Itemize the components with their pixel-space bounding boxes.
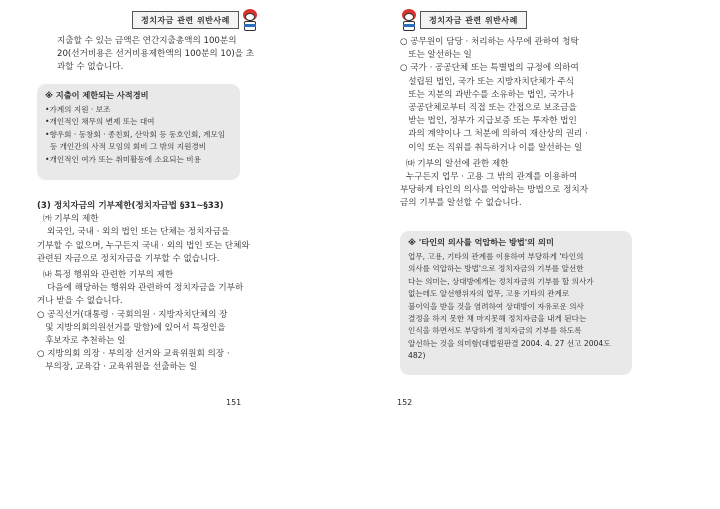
- note-line: 인식을 하면서도 부당하게 정치자금의 기부를 하도록: [408, 326, 582, 336]
- text-line: 20(선거비용은 선거비용제한액의 100분의 10)을 초: [57, 49, 255, 60]
- text-line: 과할 수 없습니다.: [57, 62, 124, 73]
- list-item: 설립된 법인, 국가 또는 지방자치단체가 주식: [400, 76, 575, 87]
- list-item: 받는 법인, 정부가 지급보증 또는 투자한 법인: [400, 116, 577, 127]
- text-line: 다음에 해당하는 행위와 관련하여 정치자금을 기부하: [47, 283, 244, 294]
- text-line: 지출할 수 있는 금액은 연간지출총액의 100분의: [57, 36, 237, 46]
- section-body: [37, 200, 250, 375]
- list-item: 및 지방의회의원선거를 말함)에 있어서 특정인을: [37, 322, 226, 333]
- text-line: 관련된 자금으로 정치자금을 기부할 수 없습니다.: [37, 253, 220, 264]
- list-item: 이익 또는 직위를 취득하거나 이를 알선하는 일: [400, 142, 583, 153]
- list-item: 공공단체로부터 직접 또는 간접으로 보조금을: [400, 103, 577, 114]
- list-item: ○ 공직선거(대통령 · 국회의원 · 지방자치단체의 장: [37, 309, 228, 320]
- list-item: ○ 국가 · 공공단체 또는 특별법의 규정에 의하여: [400, 63, 579, 74]
- section-heading: (3) 정치자금의 기부제한(정치자금법 §31~§33): [37, 201, 224, 211]
- text-line: 부당하게 타인의 의사를 억압하는 방법으로 정치자: [400, 185, 588, 196]
- mascot-icon: [398, 8, 420, 32]
- header-title: 정치자금 관련 위반사례: [420, 11, 527, 29]
- note-line: •개인적인 여가 또는 취미활동에 소요되는 비용: [45, 154, 201, 164]
- page-number: 152: [397, 398, 413, 407]
- right-page: [360, 0, 720, 509]
- page-header: [132, 8, 261, 32]
- subsection-title: ㈏ 특정 행위와 관련한 기부의 제한: [43, 270, 174, 281]
- text-line: 거나 받을 수 없습니다.: [37, 296, 123, 307]
- note-line: 결정을 하지 못한 채 마지못해 정치자금을 내게 된다는: [408, 314, 587, 324]
- list-item: 또는 지분의 과반수를 소유하는 법인, 국가나: [400, 89, 575, 100]
- subsection-title: ㈎ 기부의 제한: [43, 214, 99, 225]
- subsection-title: ㈐ 기부의 알선에 관한 제한: [406, 158, 509, 169]
- note-line: 업무, 고용, 기타의 관계를 이용하여 부당하게 '타인의: [408, 252, 584, 261]
- note-box: [37, 84, 240, 180]
- note-line: 등 개인간의 사적 모임의 회비 그 밖의 지원경비: [45, 142, 207, 152]
- note-box: [400, 231, 632, 375]
- intro-paragraph: [57, 35, 254, 75]
- list-item: 부의장, 교육감 · 교육위원을 선출하는 일: [37, 362, 198, 373]
- note-line: •가계의 지원 · 보조: [45, 105, 111, 114]
- text-line: 기부할 수 없으며, 누구든지 국내 · 외의 법인 또는 단체와: [37, 240, 250, 251]
- list-item: ○ 지방의회 의장 · 부의장 선거와 교육위원회 의장 ·: [37, 349, 230, 360]
- note-line: 의사를 억압하는 방법'으로 정치자금의 기부를 알선한: [408, 264, 584, 274]
- page-header: [398, 8, 527, 32]
- list-item: ○ 공무원이 담당 · 처리하는 사무에 관하여 청탁: [400, 37, 579, 47]
- note-line: 불이익을 받을 것을 염려하여 상대방이 자유로운 의사: [408, 301, 584, 311]
- header-title: 정치자금 관련 위반사례: [132, 11, 239, 29]
- note-line: 482): [408, 351, 426, 361]
- list-item: 과의 계약이나 그 처분에 의하여 재산상의 권리 ·: [400, 129, 588, 140]
- note-box-title: ※ '타인의 의사를 억압하는 방법'의 의미: [408, 237, 554, 247]
- page-number: 151: [226, 398, 242, 407]
- note-line: •개인적인 채무의 변제 또는 대여: [45, 117, 155, 127]
- list-item: 후보자로 추천하는 일: [37, 336, 126, 347]
- mascot-icon: [239, 8, 261, 32]
- item-list: [400, 36, 588, 211]
- text-line: 누구든지 업무 · 고용 그 밖의 관계를 이용하여: [406, 172, 578, 183]
- note-line: 알선하는 것을 의미함(대법원판결 2004. 4. 27 선고 2004도: [408, 338, 611, 348]
- text-line: 금의 기부를 알선할 수 없습니다.: [400, 198, 522, 209]
- note-line: •향우회 · 동창회 · 종친회, 산악회 등 동호인회, 계모임: [45, 129, 226, 139]
- text-line: 외국인, 국내 · 외의 법인 또는 단체는 정치자금을: [47, 227, 230, 238]
- list-item: 또는 알선하는 일: [400, 50, 472, 61]
- note-line: 다는 의미는, 상대방에게는 정치자금의 기부를 할 의사가: [408, 276, 594, 286]
- note-line: 없는데도 알선행위자의 업무, 고용 기타의 관계로: [408, 289, 570, 299]
- note-box-title: ※ 지출이 제한되는 사적경비: [45, 90, 149, 100]
